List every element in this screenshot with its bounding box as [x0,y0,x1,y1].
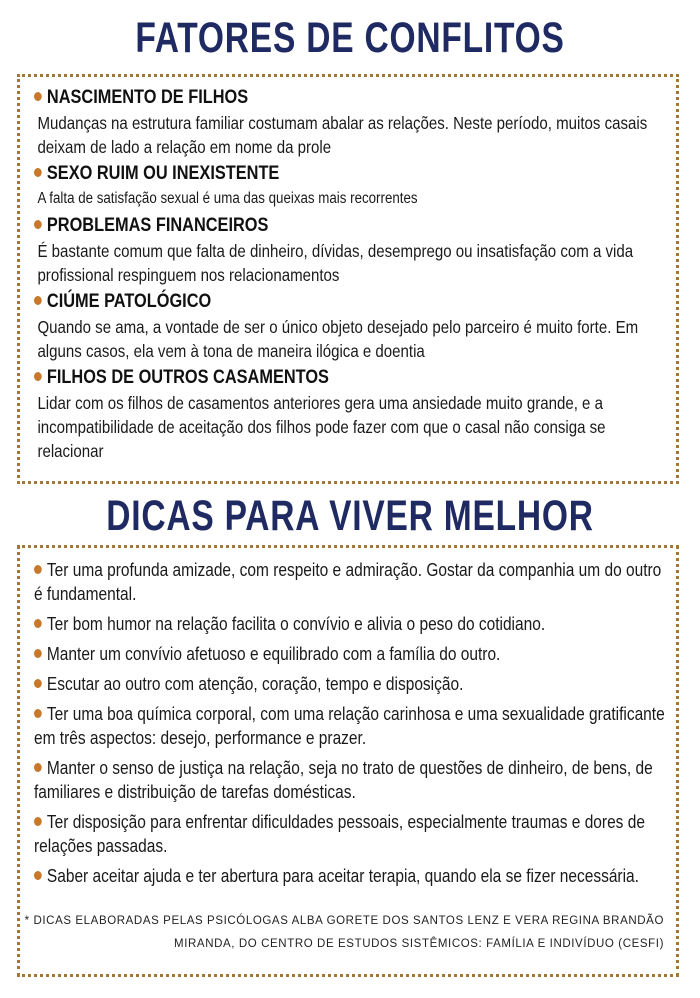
bullet-icon [34,709,42,718]
factor-text: A falta de satisfação sexual é uma das queixas mais recorrentes [37,190,418,207]
factor-heading [34,213,670,239]
bullet-icon [34,619,42,628]
tips-list [34,558,670,894]
bullet-icon [34,679,42,688]
tip-text: Manter o senso de justiça na relação, seja no trato de questões de dinheiro, de bens, de familiares e distribuição de tarefas domésticas. [34,758,653,802]
bullet-icon [34,296,42,305]
factor-heading [34,85,670,111]
factor-heading-text: SEXO RUIM OU INEXISTENTE [46,163,280,184]
tip-item [34,612,670,636]
tip-text: Ter bom humor na relação facilita o convívio e alivia o peso do cotidiano. [46,614,546,634]
tip-text: Ter uma profunda amizade, com respeito e admiração. Gostar da companhia um do outro é fundamental. [34,560,662,604]
footnote-line: * DICAS ELABORADAS PELAS PSICÓLOGAS ALBA GORETE DOS SANTOS LENZ E VERA REGINA BRANDÃO [24,915,664,927]
factors-list [34,85,670,465]
tip-text: Ter disposição para enfrentar dificuldades pessoais, especialmente traumas e dores de relações passadas. [34,812,645,856]
factor-heading-text: NASCIMENTO DE FILHOS [46,87,249,108]
bullet-icon [34,565,42,574]
factors-title: FATORES DE CONFLITOS [135,14,565,62]
factor-text: É bastante comum que falta de dinheiro, dívidas, desemprego ou insatisfação com a vida profissional respinguem nos relacionamentos [37,241,634,285]
tip-text: Manter um convívio afetuoso e equilibrado com a família do outro. [46,644,501,664]
tips-title: DICAS PARA VIVER MELHOR [106,492,594,540]
factors-box [17,74,679,484]
bullet-icon [34,649,42,658]
tip-text: Escutar ao outro com atenção, coração, tempo e disposição. [46,674,464,694]
tip-text: Ter uma boa química corporal, com uma relação carinhosa e uma sexualidade gratificante em três aspectos: desejo, performance e prazer. [34,704,665,748]
tip-item [34,558,670,606]
tip-item [34,756,670,804]
bullet-icon [34,817,42,826]
footnote-line: MIRANDA, DO CENTRO DE ESTUDOS SISTÊMICOS: FAMÍLIA E INDIVÍDUO (CESFI) [174,938,664,950]
factor-heading-text: FILHOS DE OUTROS CASAMENTOS [46,367,329,388]
footnote [24,910,664,956]
factor-heading-text: CIÚME PATOLÓGICO [46,291,212,312]
factor-heading [34,161,670,187]
bullet-icon [34,763,42,772]
bullet-icon [34,220,42,229]
tip-item [34,864,670,888]
tip-item [34,810,670,858]
tips-box [17,545,679,977]
bullet-icon [34,372,42,381]
bullet-icon [34,871,42,880]
tip-item [34,702,670,750]
tip-item [34,642,670,666]
factor-heading [34,365,670,391]
factor-heading-text: PROBLEMAS FINANCEIROS [46,215,269,236]
factor-text: Quando se ama, a vontade de ser o único objeto desejado pelo parceiro é muito forte. Em alguns casos, ela vem à tona de maneira ilógica e doentia [37,317,639,361]
tip-item [34,672,670,696]
factor-text: Mudanças na estrutura familiar costumam abalar as relações. Neste período, muitos casais deixam de lado a relação em nome da prole [37,113,648,157]
tip-text: Saber aceitar ajuda e ter abertura para aceitar terapia, quando ela se fizer necessária. [46,866,639,886]
factor-text: Lidar com os filhos de casamentos anteriores gera uma ansiedade muito grande, e a incompatibilidade de aceitação dos filhos pode fazer com que o casal não consiga se relacionar [37,393,606,461]
bullet-icon [34,92,42,101]
bullet-icon [34,168,42,177]
factor-heading [34,289,670,315]
